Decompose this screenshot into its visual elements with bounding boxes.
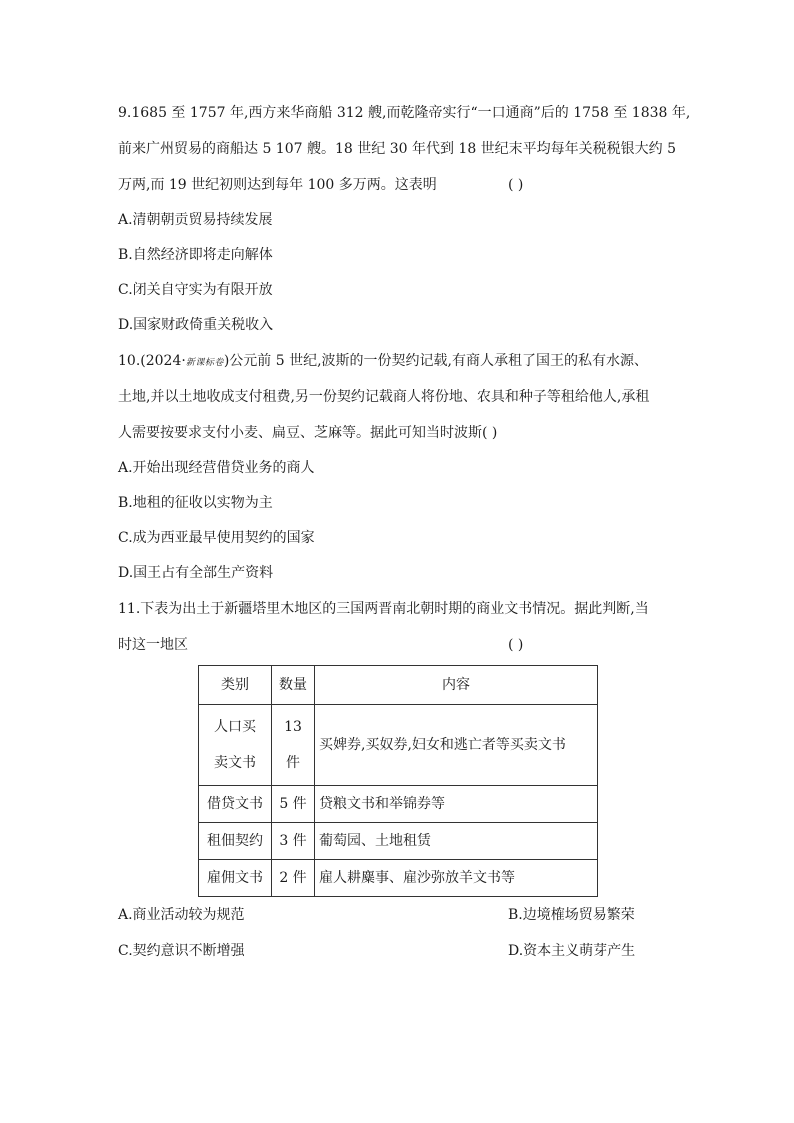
q9-option-c: C.闭关自守实为有限开放 xyxy=(118,282,273,298)
category-line-1: 人口买 xyxy=(214,719,256,735)
q10-stem-line-3: 人需要按要求支付小麦、扁豆、芝麻等。据此可知当时波斯( ) xyxy=(118,425,498,441)
q11-stem-line-2-text: 时这一地区 xyxy=(118,637,188,653)
q11-answer-paren: ( ) xyxy=(508,637,524,653)
q10-option-b: B.地租的征收以实物为主 xyxy=(118,495,273,511)
q11-stem-line-1: 11.下表为出土于新疆塔里木地区的三国两晋南北朝时期的商业文书情况。据此判断,当 xyxy=(118,601,649,617)
q10-option-d: D.国王占有全部生产资料 xyxy=(118,565,274,581)
q9-option-b: B.自然经济即将走向解体 xyxy=(118,247,273,263)
question-9 xyxy=(118,95,691,343)
table-cell-content: 雇人耕麋事、雇沙弥放羊文书等 xyxy=(315,860,598,897)
q9-stem-line-1: 9.1685 至 1757 年,西方来华商船 312 艘,而乾隆帝实行“一口通商”后的 1758 至 1838 年, xyxy=(118,105,691,121)
q10-option-c: C.成为西亚最早使用契约的国家 xyxy=(118,530,315,546)
q9-option-a: A.清朝朝贡贸易持续发展 xyxy=(118,212,273,228)
q11-option-b: B.边境榷场贸易繁荣 xyxy=(508,907,635,923)
table-header-category: 类别 xyxy=(199,666,272,705)
q11-options-row-2 xyxy=(118,933,680,969)
commerce-documents-table xyxy=(198,665,598,897)
q9-stem-line-2: 前来广州贸易的商船达 5 107 艘。18 世纪 30 年代到 18 世纪末平均每年关税税银大约 5 xyxy=(118,141,677,157)
q10-prefix: 10.(2024· xyxy=(118,353,186,369)
table-cell-count: 13 件 xyxy=(272,705,315,786)
table-row xyxy=(199,705,598,786)
table-row xyxy=(199,860,598,897)
table-cell-count: 2 件 xyxy=(272,860,315,897)
table-header-count: 数量 xyxy=(272,666,315,705)
table-cell-count: 5 件 xyxy=(272,786,315,823)
q9-answer-paren: ( ) xyxy=(508,177,524,193)
q9-option-d: D.国家财政倚重关税收入 xyxy=(118,317,274,333)
q9-stem-line-3-text: 万两,而 19 世纪初则达到每年 100 多万两。这表明 xyxy=(118,177,437,193)
q11-options-row-1 xyxy=(118,897,680,933)
table-cell-count: 3 件 xyxy=(272,823,315,860)
q10-option-a: A.开始出现经营借贷业务的商人 xyxy=(118,460,315,476)
table-cell-category xyxy=(199,705,272,786)
q11-option-c: C.契约意识不断增强 xyxy=(118,943,245,959)
q11-option-d: D.资本主义萌芽产生 xyxy=(508,943,636,959)
table-cell-content: 葡萄园、土地租赁 xyxy=(315,823,598,860)
category-line-2: 卖文书 xyxy=(214,755,256,771)
question-11 xyxy=(118,591,680,969)
q10-stem-line-1-rest: )公元前 5 世纪,波斯的一份契约记载,有商人承租了国王的私有水源、 xyxy=(223,353,648,369)
table-header-row xyxy=(199,666,598,705)
q10-stem-line-1 xyxy=(118,343,680,379)
q11-option-a: A.商业活动较为规范 xyxy=(118,907,245,923)
table-header-content: 内容 xyxy=(315,666,598,705)
q9-stem-line-3 xyxy=(118,167,680,203)
question-page xyxy=(118,95,691,969)
table-row xyxy=(199,786,598,823)
table-cell-content: 买婢券,买奴券,妇女和逃亡者等买卖文书 xyxy=(315,705,598,786)
question-10 xyxy=(118,343,680,591)
table-cell-content: 贷粮文书和举锦券等 xyxy=(315,786,598,823)
table-cell-category: 雇佣文书 xyxy=(199,860,272,897)
q10-source-tag: 新课标卷 xyxy=(185,358,224,368)
q11-stem-line-2 xyxy=(118,627,680,663)
table-cell-category: 借贷文书 xyxy=(199,786,272,823)
q10-stem-line-2: 土地,并以土地收成支付租费,另一份契约记载商人将份地、农具和种子等租给他人,承租 xyxy=(118,389,650,405)
table-row xyxy=(199,823,598,860)
table-cell-category: 租佃契约 xyxy=(199,823,272,860)
